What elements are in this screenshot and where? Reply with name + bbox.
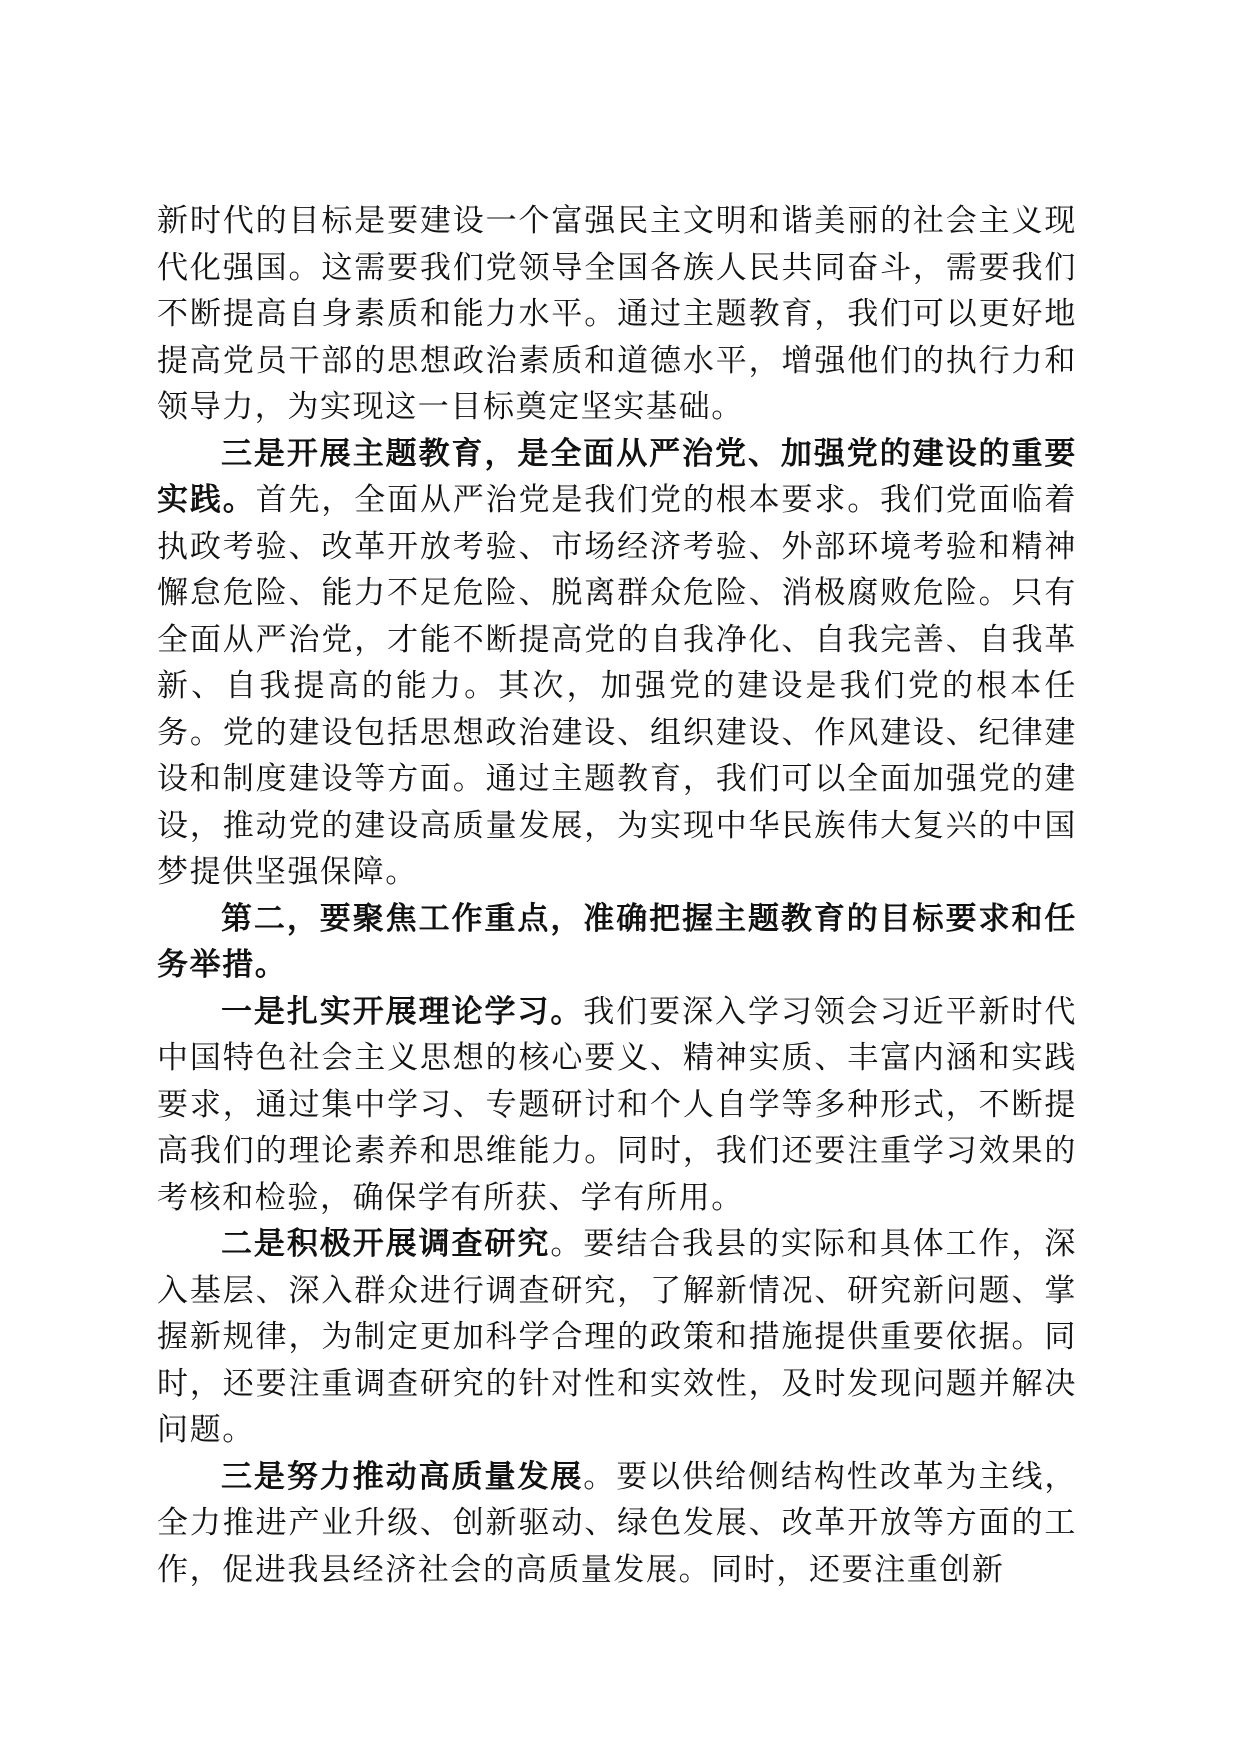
paragraph-text: 我们要深入学习领会习近平新时代中国特色社会主义思想的核心要义、精神实质、丰富内涵和实践要求，通过集中学习、专题研讨和个人自学等多种形式，不断提高我们的理论素养和思维能力。同时，我们还要注重学习效果的考核和检验，确保学有所获、学有所用。	[157, 993, 1077, 1216]
paragraph-party-building	[157, 431, 1077, 896]
section-heading-text: 第二，要聚焦工作重点，准确把握主题教育的目标要求和任务举措。	[157, 900, 1077, 983]
paragraph-theory-study	[157, 989, 1077, 1222]
paragraph-lead-bold: 一是扎实开展理论学习。	[221, 993, 584, 1030]
paragraph-lead-bold: 三是开展主题教育，是全面从严治党、加强党的建设的重要实践。	[157, 435, 1077, 518]
paragraph-text: 。要以供给侧结构性改革为主线，全力推进产业升级、创新驱动、绿色发展、改革开放等方面的工作，促进我县经济社会的高质量发展。同时，还要注重创新	[157, 1458, 1077, 1588]
paragraph-lead-bold: 二是积极开展调查研究	[221, 1226, 551, 1262]
section-heading	[157, 896, 1077, 989]
document-body	[157, 198, 1077, 1593]
paragraph-text: 。要结合我县的实际和具体工作，深入基层、深入群众进行调查研究，了解新情况、研究新问题、掌握新规律，为制定更加科学合理的政策和措施提供重要依据。同时，还要注重调查研究的针对性和实效性，及时发现问题并解决问题。	[157, 1226, 1077, 1448]
paragraph-investigation	[157, 1221, 1077, 1454]
paragraph-text: 新时代的目标是要建设一个富强民主文明和谐美丽的社会主义现代化强国。这需要我们党领导全国各族人民共同奋斗，需要我们不断提高自身素质和能力水平。通过主题教育，我们可以更好地提高党员干部的思想政治素质和道德水平，增强他们的执行力和领导力，为实现这一目标奠定坚实基础。	[157, 203, 1077, 425]
paragraph-lead-bold: 三是努力推动高质量发展	[221, 1458, 584, 1495]
paragraph-development	[157, 1454, 1077, 1594]
paragraph-goal	[157, 198, 1077, 431]
paragraph-text: 首先，全面从严治党是我们党的根本要求。我们党面临着执政考验、改革开放考验、市场经济考验、外部环境考验和精神懈怠危险、能力不足危险、脱离群众危险、消极腐败危险。只有全面从严治党，才能不断提高党的自我净化、自我完善、自我革新、自我提高的能力。其次，加强党的建设是我们党的根本任务。党的建设包括思想政治建设、组织建设、作风建设、纪律建设和制度建设等方面。通过主题教育，我们可以全面加强党的建设，推动党的建设高质量发展，为实现中华民族伟大复兴的中国梦提供坚强保障。	[157, 482, 1077, 890]
